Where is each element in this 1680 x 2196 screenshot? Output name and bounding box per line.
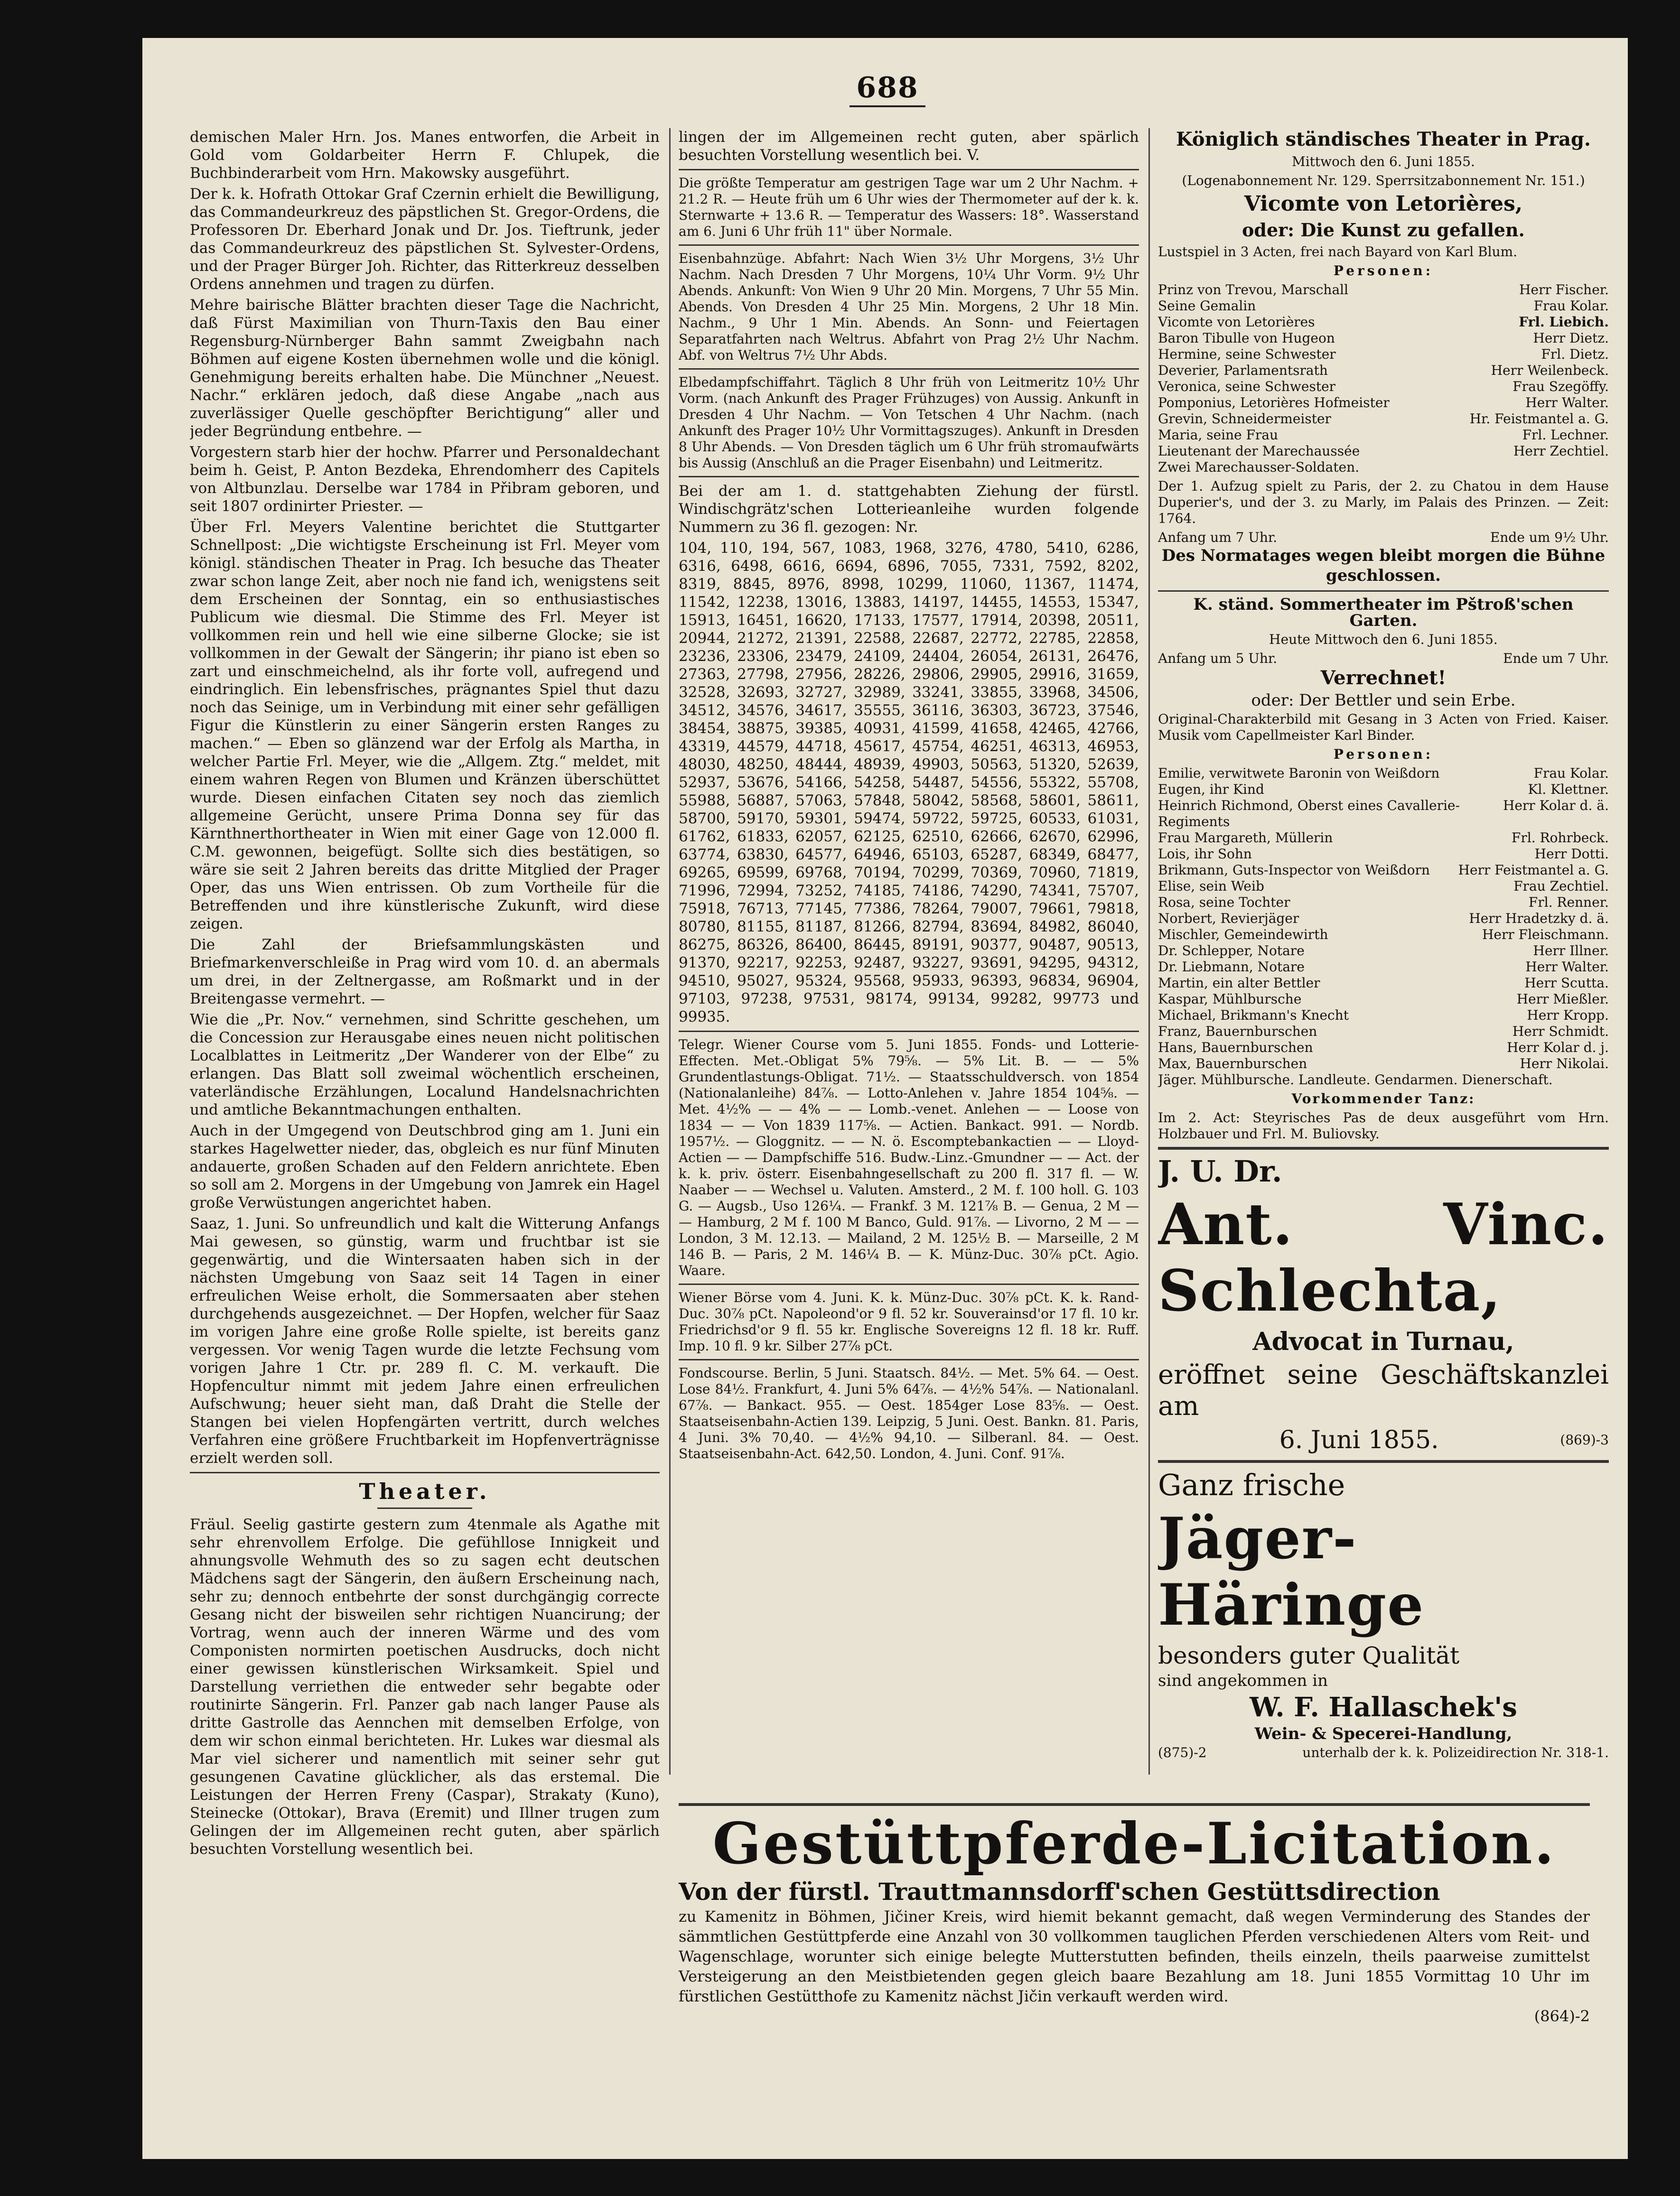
role: Michael, Brikmann's Knecht: [1158, 1007, 1349, 1023]
play-description: Lustspiel in 3 Acten, frei nach Bayard von Karl Blum.: [1158, 244, 1518, 260]
auction-subtitle: Von der fürstl. Trauttmannsdorff'schen Gestüttsdirection: [679, 1878, 1440, 1906]
role: Baron Tibulle von Hugeon: [1158, 330, 1335, 346]
column-1: [190, 128, 660, 2154]
ad2-firm: W. F. Hallaschek's: [1250, 1692, 1517, 1723]
news-paragraph: Die Zahl der Briefsammlungskästen und Briefmarkenverschleiße in Prag wird vom 10. d. an abermals um drei, in der Zeltnergasse, am Roßmarkt und in der Breitengasse vermehrt. —: [190, 936, 660, 1007]
actor: Herr Weilenbeck.: [1491, 363, 1609, 378]
role: Dr. Schlepper, Notare: [1158, 943, 1305, 958]
cast-row: [1158, 1024, 1609, 1040]
intro-text: lingen der im Allgemeinen recht guten, aber spärlich besuchten Vorstellung wesentlich bei. V.: [679, 129, 1139, 164]
theater-heading: Theater.: [359, 1479, 491, 1504]
summer-theater-title: K. ständ. Sommertheater im Pštroß'schen Garten.: [1193, 595, 1574, 630]
actor: Herr Kropp.: [1527, 1007, 1609, 1023]
railway-schedule: Eisenbahnzüge. Abfahrt: Nach Wien 3½ Uhr Morgens, 3½ Uhr Nachm. Nach Dresden 7 Uhr Morgens, 10¼ Uhr Vorm. 9½ Uhr Abends. Ankunft: Von Wien 9 Uhr 20 Min. Morgens, 7 Uhr 55 Min. Abends. Von Dresden 4 Uhr 25 Min. Morgens, 2 Uhr 18 Min. Nachm., 9 Uhr 1 Min. Abends. An Sonn- und Feiertagen Separatfahrten nach Weltrus. Abfahrt von Prag 2½ Uhr Nachm. Abf. von Weltrus 7½ Uhr Abds.: [679, 251, 1139, 363]
role: Rosa, seine Tochter: [1158, 894, 1290, 910]
column-divider-1: [669, 128, 671, 1775]
role: Emilie, verwitwete Baronin von Weißdorn: [1158, 765, 1440, 781]
ad1-name: Ant. Vinc. Schlechta,: [1158, 1191, 1609, 1324]
auction-title: Gestüttpferde-Licitation.: [712, 1810, 1556, 1877]
closed-note: Des Normatages wegen bleibt morgen die Bühne geschlossen.: [1161, 546, 1605, 585]
end-time: Ende um 9½ Uhr.: [1490, 530, 1609, 545]
summer-theater-date: Heute Mittwoch den 6. Juni 1855.: [1269, 632, 1498, 647]
cast-row: [1158, 314, 1609, 330]
role: Lieutenant der Marechaussée: [1158, 443, 1360, 459]
actor: Herr Mießler.: [1516, 991, 1609, 1007]
actor: Frl. Liebich.: [1519, 314, 1609, 330]
ad1-date: 6. Juni 1855.: [1279, 1426, 1439, 1454]
actor: Kl. Klettner.: [1528, 782, 1609, 797]
role: Lois, ihr Sohn: [1158, 846, 1252, 862]
actor: Frl. Lechner.: [1522, 427, 1609, 443]
role: Prinz von Trevou, Marschall: [1158, 282, 1349, 298]
cast-row: [1158, 991, 1609, 1007]
cast-row: [1158, 282, 1609, 298]
cast-row: [1158, 927, 1609, 943]
actor: Herr Hradetzky d. ä.: [1469, 911, 1609, 926]
role: Brikmann, Guts-Inspector von Weißdorn: [1158, 862, 1430, 878]
play2-description: Original-Charakterbild mit Gesang in 3 Acten von Fried. Kaiser. Musik vom Capellmeister Karl Binder.: [1158, 711, 1609, 743]
actor: Frau Szegöffy.: [1512, 379, 1609, 394]
actor: Frau Kolar.: [1533, 298, 1609, 314]
actor: Herr Walter.: [1525, 959, 1609, 975]
actor: Herr Kolar d. ä.: [1503, 798, 1609, 813]
ad1-date-row: [1158, 1425, 1609, 1455]
cast-row: [1158, 959, 1609, 975]
column-divider-2: [1148, 128, 1150, 1775]
news-paragraph: Vorgestern starb hier der hochw. Pfarrer und Personaldechant beim h. Geist, P. Anton Bezdeka, Ehrendomherr des Capitels von Altbunzlau. Derselbe war 1784 in Přibram geboren, und seit 1807 ordinirter Priester. —: [190, 444, 660, 515]
actor: Frl. Dietz.: [1541, 346, 1609, 362]
role: Maria, seine Frau: [1158, 427, 1279, 443]
section-rule: [679, 1031, 1139, 1032]
actor: Frau Zechtiel.: [1513, 878, 1609, 894]
ad-rule: [1158, 1147, 1609, 1150]
cast-row: [1158, 379, 1609, 395]
weather-report: Die größte Temperatur am gestrigen Tage war um 2 Uhr Nachm. + 21.2 R. — Heute früh um 6 Uhr wies der Thermometer auf der k. k. Sternwarte + 13.6 R. — Temperatur des Wassers: 18°. Wasserstand am 6. Juni 6 Uhr früh 11" über Normale.: [679, 175, 1139, 239]
role: Franz, Bauernburschen: [1158, 1024, 1317, 1039]
section-rule: [679, 368, 1139, 370]
actor: Frl. Renner.: [1528, 894, 1609, 910]
lottery-intro: Bei der am 1. d. stattgehabten Ziehung der fürstl. Windischgrätz'schen Lotterieanleihe wurden folgende Nummern zu 36 fl. gezogen: Nr.: [679, 483, 1139, 536]
ad2-ref: (875)-2: [1158, 1745, 1207, 1760]
role: Vicomte von Letorières: [1158, 314, 1315, 330]
role: Seine Gemalin: [1158, 298, 1256, 314]
role: Kaspar, Mühlbursche: [1158, 991, 1302, 1007]
role: Max, Bauernburschen: [1158, 1056, 1307, 1071]
actor: Herr Schmidt.: [1512, 1024, 1609, 1039]
cast-extra: Zwei Marechausser-Soldaten.: [1158, 459, 1360, 475]
news-paragraph: Auch in der Umgegend von Deutschbrod ging am 1. Juni ein starkes Hagelwetter nieder, das, obgleich es nur fünf Minuten andauerte, großen Schaden auf den Feldern anrichtete. Eben so soll am 2. Morgens in der Umgebung von Jamrek ein Hagel große Verwüstungen angerichtet haben.: [190, 1122, 660, 1211]
news-paragraph: Wie die „Pr. Nov.“ vernehmen, sind Schritte geschehen, um die Concession zur Herausgabe eines neuen nicht politischen Localblattes in Leitmeritz „Der Wanderer von der Elbe“ zu erlangen. Das Blatt soll zweimal wöchentlich erscheinen, vaterländische Erzählungen, Localund Handelsnachrichten und amtliche Bekanntmachungen enthalten.: [190, 1011, 660, 1118]
vienna-exchange: Wiener Börse vom 4. Juni. K. k. Münz-Duc. 30⅞ pCt. K. k. Rand-Duc. 30⅞ pCt. Napoleond'or 9 fl. 52 kr. Souverainsd'or 17 fl. 10 kr. Friedrichsd'or 9 fl. 55 kr. Englische Sovereigns 12 fl. 18 kr. Ruff. Imp. 10 fl. 9 kr. Silber 27⅞ pCt.: [679, 1290, 1139, 1354]
auction-ad: [679, 1798, 1590, 2064]
actor: Herr Illner.: [1533, 943, 1609, 958]
lottery-numbers: 104, 110, 194, 567, 1083, 1968, 3276, 4780, 5410, 6286, 6316, 6498, 6616, 6694, 6896, 7055, 7331, 7592, 8202, 8319, 8845, 8976, 8998, 10299, 11060, 11367, 11474, 11542, 12238, 13016, 13883, 14197, 14455, 14553, 15347, 15913, 16451, 16620, 17133, 17577, 17914, 20398, 20511, 20944, 21272, 21391, 22588, 22687, 22772, 22785, 22858, 23236, 23306, 23479, 24109, 24404, 26054, 26131, 26476, 27363, 27798, 27956, 28226, 29806, 29905, 29916, 31659, 32528, 32693, 32727, 32989, 33241, 33855, 33968, 34506, 34512, 34576, 34617, 35555, 36116, 36303, 36723, 37546, 38454, 38875, 39385, 40931, 41599, 41658, 42465, 42766, 43319, 44579, 44718, 45617, 45754, 46251, 46313, 46953, 48030, 48250, 48444, 48939, 49903, 50563, 51320, 52639, 52937, 53676, 54166, 54258, 54487, 54556, 55322, 55708, 55988, 56887, 57063, 57848, 58042, 58568, 58601, 58611, 58700, 59170, 59301, 59474, 59722, 59725, 60533, 61031, 61762, 61833, 62057, 62125, 62510, 62666, 62670, 62996, 63774, 63830, 64577, 64946, 65103, 65287, 68349, 68477, 69265, 69599, 69768, 70194, 70299, 70369, 70960, 71819, 71996, 72994, 73252, 74185, 74186, 74290, 74341, 75707, 75918, 76713, 77145, 77386, 78264, 79007, 79661, 79818, 80780, 81155, 81187, 81266, 82794, 83694, 84982, 86040, 86275, 86326, 86400, 86445, 89191, 90377, 90487, 90513, 91370, 92217, 92253, 92487, 93227, 93691, 94295, 94312, 94510, 95027, 95324, 95568, 95933, 96393, 96834, 96904, 97103, 97238, 97531, 98174, 99134, 99282, 99773 und 99935.: [679, 540, 1139, 1025]
column-3: [1158, 128, 1609, 1784]
role: Norbert, Revierjäger: [1158, 911, 1299, 926]
cast-row: [1158, 330, 1609, 346]
section-rule: [679, 169, 1139, 170]
cast-row: [1158, 346, 1609, 363]
steamship-schedule: Elbedampfschiffahrt. Täglich 8 Uhr früh von Leitmeritz 10½ Uhr Vorm. (nach Ankunft des Prager Frühzuges) von Aussig. Ankunft in Dresden 4 Uhr Nachm. — Von Tetschen 4 Uhr Nachm. (nach Ankunft des Prager 10½ Uhr Vormittagszuges). Ankunft in Dresden 8 Uhr Abends. — Von Dresden täglich um 6 Uhr früh stromaufwärts bis Aussig (Anschluß an die Prager Eisenbahn) und Leitmeritz.: [679, 374, 1139, 471]
role: Elise, sein Weib: [1158, 878, 1264, 894]
actor: Herr Dietz.: [1533, 330, 1609, 346]
auction-text: zu Kamenitz in Böhmen, Jičiner Kreis, wird hiemit bekannt gemacht, daß wegen Verminderung des Standes der sämmtlichen Gestüttpferde eine Anzahl von 30 vollkommen tauglichen Pferden verschiedenen Alters vom Reit- und Wagenschlage, worunter sich einige belegte Mutterstutten befinden, theils einzeln, theils paarweise zumittelst Versteigerung an den Meistbietenden gegen gleich baare Bezahlung am 18. Juni 1855 Vormittag 10 Uhr im fürstlichen Gestütthofe zu Kamenitz nächst Jičin verkauft werden wird.: [679, 1908, 1590, 2005]
play2-subtitle: oder: Der Bettler und sein Erbe.: [1251, 691, 1516, 710]
ad-rule: [1158, 1460, 1609, 1463]
column-2: [679, 128, 1139, 1784]
ad1-title: J. U. Dr.: [1158, 1154, 1282, 1189]
theater-date: Mittwoch den 6. Juni 1855.: [1292, 154, 1475, 169]
page-number: 688: [856, 71, 919, 104]
section-rule: [679, 244, 1139, 246]
cast-list-2: [1158, 765, 1609, 1072]
actor: Hr. Feistmantel a. G.: [1469, 411, 1609, 427]
role: Deverier, Parlamentsrath: [1158, 363, 1328, 378]
cast-row: [1158, 894, 1609, 911]
auction-ref: (864)-2: [1534, 2007, 1590, 2025]
role: Hermine, seine Schwester: [1158, 346, 1336, 362]
cast-row: [1158, 911, 1609, 927]
page-number-rule: [849, 105, 925, 107]
actor: Frau Kolar.: [1533, 765, 1609, 781]
section-rule: [679, 476, 1139, 477]
news-paragraph: Saaz, 1. Juni. So unfreundlich und kalt die Witterung Anfangs Mai gewesen, so günstig, warm und fruchtbar ist sie gegenwärtig, und die Wintersaaten haben sich in der nächsten Umgebung von Saaz seit 14 Tagen in einer erfreulichen Weise erholt, die Sommersaaten aber stehen durchgehends ausgezeichnet. — Der Hopfen, welcher für Saaz im vorigen Jahre eine große Rolle spielte, ist bereits ganz vergessen. Vor wenig Tagen wurde die letzte Fechsung vom vorigen Jahre 1 Ctr. pr. 289 fl. C. M. verkauft. Die Hopfencultur nimmt mit jedem Jahre einen erfreulichen Aufschwung; heuer sieht man, daß Draht die Stelle der Stangen bei vielen Hopfengärten vertritt, durch welches Verfahren eine größere Fruchtbarkeit im Hopfenverträgnisse erzielt werden soll.: [190, 1215, 660, 1467]
role: Hans, Bauernburschen: [1158, 1040, 1313, 1055]
section-rule: [679, 1284, 1139, 1285]
show-times: [1158, 530, 1609, 546]
cast-row: [1158, 1007, 1609, 1024]
ad1-text: eröffnet seine Geschäftskanzlei am: [1158, 1359, 1609, 1422]
section-rule: [679, 1359, 1139, 1360]
cast-row: [1158, 782, 1609, 798]
ad1-ref: (869)-3: [1560, 1432, 1609, 1448]
cast-row: [1158, 427, 1609, 443]
role: Mischler, Gemeindewirth: [1158, 927, 1328, 942]
dance-text: Im 2. Act: Steyrisches Pas de deux ausgeführt vom Hrn. Holzbauer und Frl. M. Buliovsky.: [1158, 1110, 1609, 1142]
play2-title: Verrechnet!: [1320, 667, 1447, 689]
play-subtitle: oder: Die Kunst zu gefallen.: [1242, 219, 1525, 241]
actor: Herr Zechtiel.: [1513, 443, 1609, 459]
ad-rule: [679, 1803, 1590, 1806]
cast-row: [1158, 1056, 1609, 1072]
cast-row: [1158, 363, 1609, 379]
play-note: Der 1. Aufzug spielt zu Paris, der 2. zu Chatou in dem Hause Duperier's, und der 3. zu Marly, im Palais des Prinzen. — Zeit: 1764.: [1158, 478, 1609, 526]
theater-title: Königlich ständisches Theater in Prag.: [1176, 128, 1591, 150]
cast-label: Personen:: [1333, 746, 1434, 762]
end-time: Ende um 7 Uhr.: [1503, 651, 1609, 666]
cast-row: [1158, 298, 1609, 314]
actor: Herr Walter.: [1525, 395, 1609, 410]
ad2-firm-type: Wein- & Specerei-Handlung,: [1254, 1724, 1512, 1743]
cast-row: [1158, 846, 1609, 862]
actor: Herr Fleischmann.: [1482, 927, 1609, 942]
start-time: Anfang um 5 Uhr.: [1158, 651, 1278, 666]
actor: Frl. Rohrbeck.: [1512, 830, 1609, 846]
cast-row: [1158, 1040, 1609, 1056]
actor: Herr Fischer.: [1519, 282, 1609, 298]
dance-label: Vorkommender Tanz:: [1291, 1091, 1475, 1107]
actor: Herr Kolar d. j.: [1507, 1040, 1609, 1055]
cast-label: Personen:: [1333, 263, 1434, 279]
theater-review: Fräul. Seelig gastirte gestern zum 4tenmale als Agathe mit sehr ehrenvollem Erfolge. Die gefühllose Innigkeit und ahnungsvolle Wehmuth des so zu sagen echt deutschen Mädchens sagt der Sängerin, den äußern Erscheinung nach, sehr zu; dennoch entbehrte der sonst durchgängig correcte Gesang nicht der bisweilen sehr richtigen Nuancirung; der Vortrag, wenn auch der inneren Wärme und des vom Componisten normirten poetischen Ausdrucks, doch nicht einer gewissen künstlerischen Wirksamkeit. Spiel und Darstellung verriethen die entweder sehr begabte oder routinirte Sängerin. Frl. Panzer gab nach langer Pause als dritte Gastrolle das Aennchen mit demselben Erfolge, von dem wir schon einmal berichteten. Hr. Lukes war diesmal als Mar viel sicherer und namentlich mit seiner sehr gut gesungenen Cavatine glücklicher, als das erstemal. Die Leistungen der Herren Freny (Caspar), Strakaty (Kuno), Steinecke (Ottokar), Brava (Eremit) und Illner trugen zum Gelingen der im Allgemeinen recht guten, aber spärlich besuchten Vorstellung wesentlich bei.: [190, 1516, 660, 1858]
start-time: Anfang um 7 Uhr.: [1158, 530, 1278, 545]
cast-row: [1158, 975, 1609, 991]
ad2-name: Jäger-Häringe: [1158, 1505, 1425, 1638]
section-rule: [1158, 590, 1609, 592]
vienna-course: Telegr. Wiener Course vom 5. Juni 1855. Fonds- und Lotterie-Effecten. Met.-Obligat 5% 79⅝. — 5% Lit. B. — — 5% Grundentlastungs-Obligat. 71½. — Staatsschuldversch. von 1854 (Nationalanleihe) 84⅞. — Lotto-Anlehen v. Jahre 1854 104⅝. — Met. 4½% — — 4% — — Lomb.-venet. Anlehen — — Loose von 1834 — — Von 1839 117⅝. — Actien. Bankact. 991. — Nordb. 1957½. — Gloggnitz. — — N. ö. Escomptebankactien — — Lloyd-Actien — — Dampfschiffe 516. Budw.-Linz.-Gmundner — — Act. der k. k. priv. österr. Eisenbahngesellschaft zu 200 fl. 317 fl. — W. Naaber — — Wechsel u. Valuten. Amsterd., 2 M. f. 100 holl. G. 103 G. — Augsb., Uso 126¼. — Frankf. 3 M. 121⅞ B. — Genua, 2 M — — Hamburg, 2 M f. 100 M Banco, Guld. 91⅞. — Livorno, 2 M — — London, 3 M. 12.13. — Mailand, 2 M. 125½ B. — Marseille, 2 M 146 B. — Paris, 2 M. 146¼ B. — K. Münz-Duc. 30⅞ pCt. Agio. Waare.: [679, 1037, 1139, 1278]
cast-row: [1158, 943, 1609, 959]
ad2-quality: besonders guter Qualität: [1158, 1642, 1460, 1669]
cast-row: [1158, 798, 1609, 830]
cast-list-1: [1158, 282, 1609, 459]
news-paragraph: Über Frl. Meyers Valentine berichtet die Stuttgarter Schnellpost: „Die wichtigste Erscheinung ist Frl. Meyer vom königl. ständischen Theater in Prag. Ich besuche das Theater zwar schon lange Zeit, aber noch nie fand ich, wenigstens seit dem Erscheinen der Sonntag, ein so enthusiastisches Publicum wie diesmal. Die Stimme des Frl. Meyer ist vollkommen rein und hell wie eine silberne Glocke; sie ist vollkommen in der Gewalt der Sängerin; ihr piano ist eben so zart und einschmeichelnd, als ihr forte voll, aufregend und eindringlich. Ein lebensfrisches, prägnantes Spiel thut dazu noch das Seinige, um in Verbindung mit einer sehr gefälligen Figur die Künstlerin zu einer Sängerin ersten Ranges zu machen.“ — Eben so glänzend war der Erfolg als Martha, in welcher Partie Frl. Meyer, wie die „Allgem. Ztg.“ meldet, mit einem wahren Regen von Blumen und Kränzen überschüttet wurde. Diesen einfachen Citaten sey noch das ziemlich allgemeine Gerücht, unsere Prima Donna sey für das Kärnthnerthortheater in Wien mit einer Gage von 12.000 fl. C.M. gewonnen, beigefügt. Sollte sich dies bestätigen, so wäre sie seit 2 Jahren bereits das dritte Mitglied der Prager Oper, das uns Wien entrissen. Ob zum Vortheile für die Betreffenden und ihre künstlerische Zukunft, wird diese zeigen.: [190, 519, 660, 932]
cast-row: [1158, 830, 1609, 846]
theater-abonnement: (Logenabonnement Nr. 129. Sperrsitzabonnement Nr. 151.): [1182, 173, 1585, 188]
section-rule: [190, 1472, 660, 1473]
role: Dr. Liebmann, Notare: [1158, 959, 1305, 975]
actor: Herr Feistmantel a. G.: [1458, 862, 1609, 878]
role: Eugen, ihr Kind: [1158, 782, 1264, 797]
ad2-arrived: sind angekommen in: [1158, 1671, 1328, 1690]
play-title: Vicomte von Letorières,: [1244, 192, 1523, 216]
role: Frau Margareth, Müllerin: [1158, 830, 1333, 846]
news-paragraph: Mehre bairische Blätter brachten dieser Tage die Nachricht, daß Fürst Maximilian von Thurn-Taxis den Bau einer Regensburg-Nürnberger Bahn sammt Zweigbahn nach Böhmen auf eigene Kosten übernehmen wolle und die königl. Genehmigung bereits erhalten habe. Die Münchner „Neuest. Nachr.“ erklären jedoch, daß diese Angabe „nach aus zuverlässiger Quelle geschöpfter Berichtigung“ aller und jeder Begründung entbehre. —: [190, 297, 660, 440]
cast-row: [1158, 443, 1609, 459]
cast-row: [1158, 862, 1609, 878]
actor: Herr Scutta.: [1524, 975, 1609, 991]
news-paragraph: demischen Maler Hrn. Jos. Manes entworfen, die Arbeit in Gold vom Goldarbeiter Herrn F. Chlupek, die Buchbinderarbeit vom Hrn. Makowsky ausgeführt.: [190, 129, 660, 182]
news-paragraph: Der k. k. Hofrath Ottokar Graf Czernin erhielt die Bewilligung, das Commandeurkreuz des päpstlichen St. Gregor-Ordens, die Professoren Dr. Eberhard Jonak und Dr. Jos. Tieftrunk, jeder das Commandeurkreuz des päpstlichen St. Sylvester-Ordens, und der Prager Bürger Joh. Richter, das Ritterkreuz desselben Ordens annehmen und tragen zu dürfen.: [190, 186, 660, 293]
actor: Herr Dotti.: [1534, 846, 1609, 862]
role: Grevin, Schneidermeister: [1158, 411, 1331, 427]
heading-rule: [377, 1507, 472, 1509]
role: Heinrich Richmond, Oberst eines Cavallerie-Regiments: [1158, 798, 1460, 829]
ad2-footer: [1158, 1745, 1609, 1761]
ad2-location: unterhalb der k. k. Polizeidirection Nr. 318-1.: [1302, 1745, 1609, 1760]
ad1-profession: Advocat in Turnau,: [1252, 1327, 1514, 1356]
fund-courses: Fondscourse. Berlin, 5 Juni. Staatsch. 84½. — Met. 5% 64. — Oest. Lose 84½. Frankfurt, 4. Juni 5% 64⅞. — 4½% 54⅞. — Nationalanl. 67⅞. — Bankact. 955. — Oest. 1854ger Lose 83⅝. — Oest. Staatseisenbahn-Actien 139. Leipzig, 5 Juni. Oest. Bankn. 81. Paris, 4 Juni. 3% 70,40. — 4½% 94,10. — Silberanl. 84. — Oest. Staatseisenbahn-Act. 642,50. London, 4. Juni. Conf. 91⅞.: [679, 1365, 1139, 1461]
role: Veronica, seine Schwester: [1158, 379, 1336, 394]
show-times: [1158, 651, 1609, 667]
cast-row: [1158, 395, 1609, 411]
cast-row: [1158, 411, 1609, 427]
role: Martin, ein alter Bettler: [1158, 975, 1320, 991]
role: Pomponius, Letorières Hofmeister: [1158, 395, 1390, 410]
cast-row: [1158, 878, 1609, 894]
actor: Herr Nikolai.: [1520, 1056, 1609, 1071]
ad2-title: Ganz frische: [1158, 1468, 1345, 1502]
cast-row: [1158, 765, 1609, 782]
cast-extra: Jäger. Mühlbursche. Landleute. Gendarmen. Dienerschaft.: [1158, 1072, 1553, 1088]
